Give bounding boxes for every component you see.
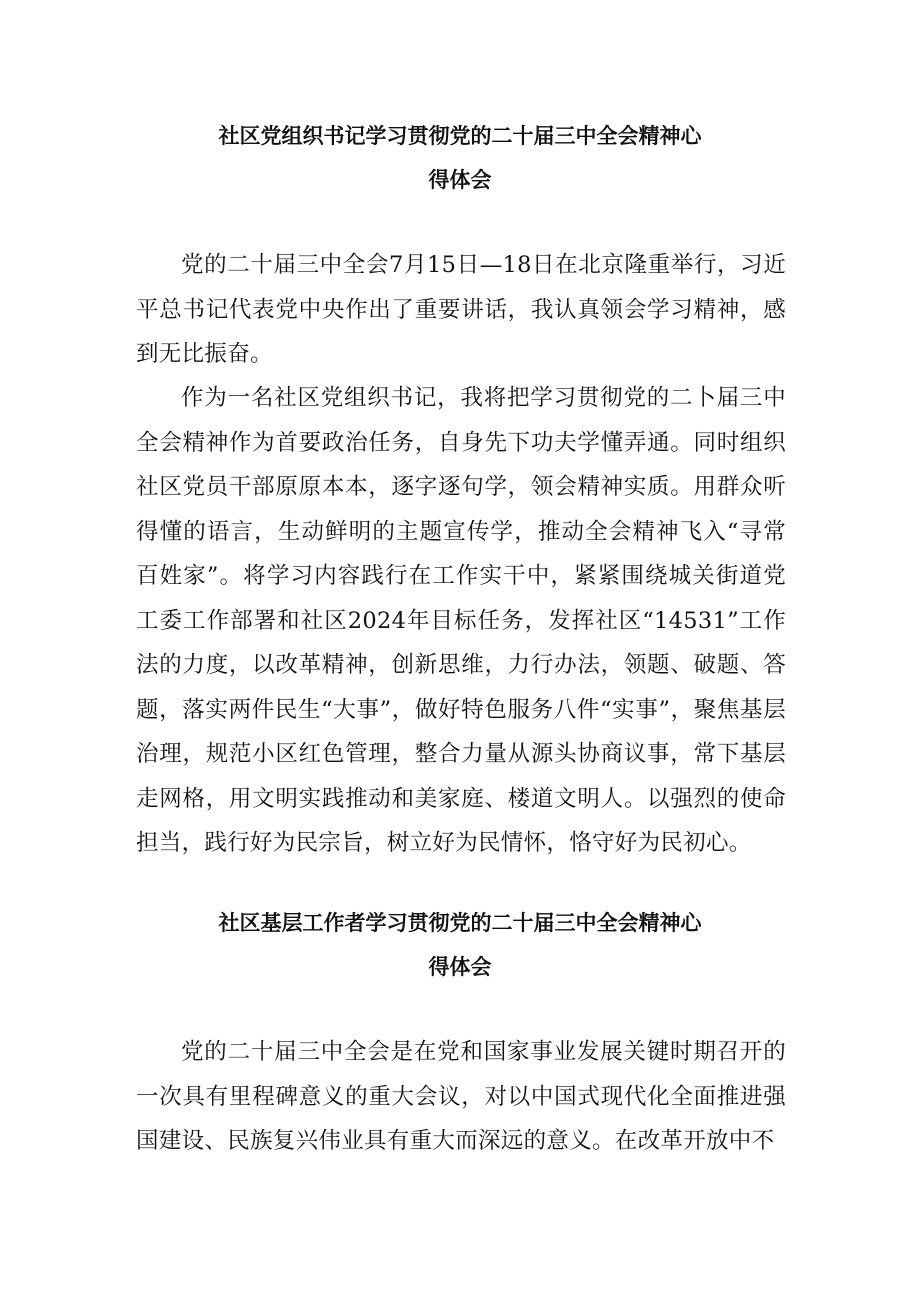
- article-1-title-line-1: 社区党组织书记学习贯彻党的二十届三中全会精神心: [218, 124, 702, 148]
- article-1-title-line-2: 得体会: [428, 168, 492, 192]
- article-1-paragraph-2: 作为一名社区党组织书记，我将把学习贯彻党的二卜届三中全会精神作为首要政治任务，自身先下功夫学懂弄通。同时组织社区党员干部原原本本，逐字逐句学，领会精神实质。用群众听得懂的语言，生动鲜明的主题宣传学，推动全会精神飞入“寻常百姓家”。将学习内容践行在工作实干中，紧紧围绕城关街道党工委工作部署和社区2024年目标任务，发挥社区“14531”工作法的力度，以改革精神，创新思维，力行办法，领题、破题、答题，落实两件民生“大事”，做好特色服务八件“实事”，聚焦基层治理，规范小区红色管理，整合力量从源头协商议事，常下基层走网格，用文明实践推动和美家庭、楼道文明人。以强烈的使命担当，践行好为民宗旨，树立好为民情怀，恪守好为民初心。: [136, 385, 786, 856]
- article-1-paragraph-1: 党的二十届三中全会7月15日—18日在北京隆重举行，习近平总书记代表党中央作出了重要讲话，我认真领会学习精神，感到无比振奋。: [136, 252, 786, 367]
- article-2-title-line-1: 社区基层工作者学习贯彻党的二十届三中全会精神心: [218, 911, 702, 935]
- article-2-title-line-2: 得体会: [428, 955, 492, 979]
- article-2-paragraph-1: 党的二十届三中全会是在党和国家事业发展关键时期召开的一次具有里程碑意义的重大会议，对以中国式现代化全面推进强国建设、民族复兴伟业具有重大而深远的意义。在改革开放中不: [136, 1039, 786, 1154]
- article-1-title: [120, 114, 800, 202]
- article-2-title: [120, 901, 800, 989]
